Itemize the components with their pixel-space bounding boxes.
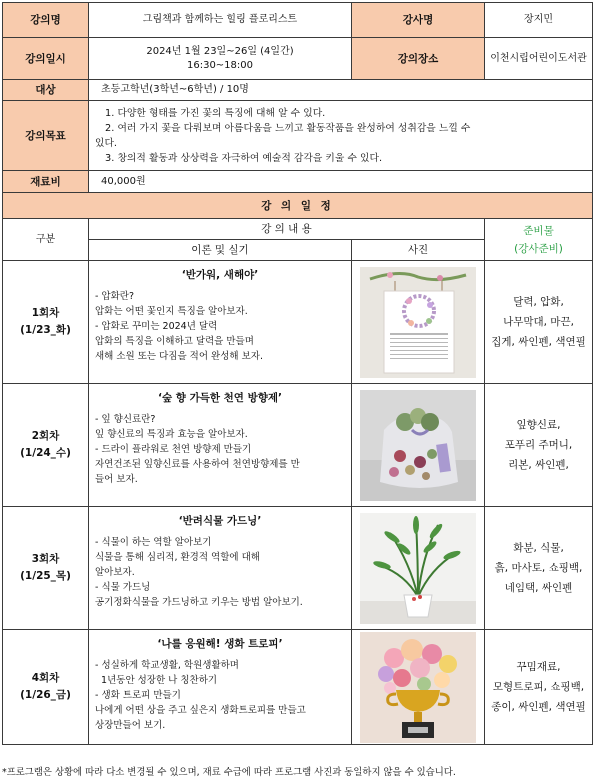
- potpourri-sachet-photo: [360, 390, 476, 501]
- goal-item: 2. 여러 가지 꽃을 다뤄보며 아름다움을 느끼고 활동작품을 완성하여 성취감을 느낄 수: [105, 122, 471, 134]
- session-title: ‘숲 향 가득한 천연 방향제’: [157, 392, 283, 404]
- goal-item: 있다.: [95, 137, 118, 149]
- place-value: 이천시립어린이도서관: [485, 38, 593, 80]
- session-line: 들어 보자.: [95, 474, 138, 485]
- material-line: 잎향신료,: [516, 419, 561, 431]
- session-day: [3, 630, 89, 745]
- instructor-value: 장지민: [485, 3, 593, 38]
- session-line: - 압화로 꾸미는 2024년 달력: [95, 321, 218, 332]
- place-label: 강의장소: [352, 38, 485, 80]
- session-line: - 성실하게 학교생활, 학원생활하며: [95, 660, 239, 671]
- session-number: 3회차: [31, 553, 60, 565]
- date-value: [89, 38, 352, 80]
- material-line: 흙, 마사토, 쇼핑백,: [494, 562, 583, 574]
- session-materials: [485, 507, 593, 630]
- title-label: 강의명: [3, 3, 89, 38]
- goal-label: 강의목표: [3, 101, 89, 171]
- session-day: [3, 261, 89, 384]
- session-line: 공기정화식물을 가드닝하고 키우는 방법 알아보기.: [95, 597, 303, 608]
- material-line: 리본, 싸인펜,: [508, 459, 569, 471]
- session-photo: [352, 507, 485, 630]
- material-line: 집게, 싸인펜, 색연필: [491, 336, 586, 348]
- goal-item: 3. 창의적 활동과 상상력을 자극하여 예술적 감각을 키울 수 있다.: [105, 152, 383, 164]
- session-line: 식물을 통해 심리적, 환경적 역할에 대해: [95, 552, 260, 563]
- session-day: [3, 507, 89, 630]
- date-label: 강의일시: [3, 38, 89, 80]
- session-date: (1/24_수): [20, 447, 71, 459]
- materials-header: [485, 219, 593, 261]
- division-header: 구분: [3, 219, 89, 261]
- schedule-section-title: 강 의 일 정: [3, 193, 593, 219]
- title-value: 그림책과 함께하는 힐링 플로리스트: [89, 3, 352, 38]
- session-title: ‘반려식물 가드닝’: [178, 515, 262, 527]
- session-date: (1/25_목): [20, 570, 71, 582]
- session-content: [89, 507, 352, 630]
- theory-header: 이론 및 실기: [89, 240, 352, 261]
- flower-trophy-photo: [360, 632, 476, 743]
- potted-palm-plant-photo: [360, 513, 476, 624]
- session-line: - 생화 트로피 만들기: [95, 690, 181, 701]
- target-label: 대상: [3, 80, 89, 101]
- goal-item: 1. 다양한 형태를 가진 꽃의 특징에 대해 알 수 있다.: [105, 107, 326, 119]
- fee-value: 40,000원: [89, 171, 593, 193]
- session-number: 2회차: [31, 430, 60, 442]
- materials-header-line-1: 준비물: [523, 224, 554, 237]
- material-line: 네임택, 싸인펜: [504, 582, 573, 594]
- instructor-label: 강사명: [352, 3, 485, 38]
- session-line: - 식물이 하는 역할 알아보기: [95, 537, 212, 548]
- session-title: ‘반가워, 새해야’: [181, 269, 259, 281]
- session-photo: [352, 384, 485, 507]
- session-materials: [485, 261, 593, 384]
- session-line: - 식물 가드닝: [95, 582, 151, 593]
- session-content: [89, 261, 352, 384]
- session-content: [89, 384, 352, 507]
- material-line: 나무막대, 마끈,: [503, 316, 574, 328]
- session-line: 새해 소원 또는 다짐을 적어 완성해 보자.: [95, 351, 263, 362]
- content-header: 강 의 내 용: [89, 219, 485, 240]
- session-date: (1/26_금): [20, 689, 71, 701]
- material-line: 화분, 식물,: [513, 542, 564, 554]
- session-line: - 드라이 플라워로 천연 방향제 만들기: [95, 444, 252, 455]
- fee-label: 재료비: [3, 171, 89, 193]
- pressed-flower-calendar-photo: [360, 267, 476, 378]
- material-line: 종이, 싸인펜, 색연필: [491, 701, 586, 713]
- lecture-plan-table: [2, 2, 593, 745]
- date-line-2: 16:30~18:00: [186, 59, 253, 71]
- material-line: 모형트로피, 쇼핑백,: [492, 681, 585, 693]
- session-day: [3, 384, 89, 507]
- photo-header: 사진: [352, 240, 485, 261]
- session-line: 나에게 어떤 상을 주고 싶은지 생화트로피를 만들고: [95, 705, 306, 716]
- session-materials: [485, 630, 593, 745]
- session-line: 잎 향신료의 특징과 효능을 알아보자.: [95, 429, 248, 440]
- session-line: 자연건조된 잎향신료를 사용하여 천연방향제를 만: [95, 459, 300, 470]
- material-line: 달력, 압화,: [513, 296, 564, 308]
- target-value: 초등고학년(3학년~6학년) / 10명: [89, 80, 593, 101]
- materials-header-line-2: (강사준비): [514, 242, 563, 255]
- session-line: 압화는 어떤 꽃인지 특징을 알아보자.: [95, 306, 248, 317]
- date-line-1: 2024년 1월 23일~26일 (4일간): [146, 45, 294, 57]
- goal-list: [89, 101, 593, 171]
- session-line: 알아보자.: [95, 567, 135, 578]
- session-line: - 압화란?: [95, 291, 135, 302]
- material-line: 꾸밈재료,: [516, 661, 561, 673]
- session-number: 4회차: [31, 672, 60, 684]
- session-photo: [352, 630, 485, 745]
- session-title: ‘나를 응원해! 생화 트로피’: [157, 638, 283, 650]
- session-line: 압화의 특징을 이해하고 달력을 만들며: [95, 336, 254, 347]
- session-date: (1/23_화): [20, 324, 71, 336]
- session-line: 1년동안 성장한 나 칭찬하기: [95, 675, 218, 686]
- session-line: 상장만들어 보기.: [95, 720, 166, 731]
- material-line: 포푸리 주머니,: [504, 439, 573, 451]
- session-content: [89, 630, 352, 745]
- session-number: 1회차: [31, 307, 60, 319]
- session-line: - 잎 향신료란?: [95, 414, 156, 425]
- session-photo: [352, 261, 485, 384]
- footnote: *프로그램은 상황에 따라 다소 변경될 수 있으며, 재료 수급에 따라 프로그램 사진과 동일하지 않을 수 있습니다.: [2, 767, 456, 778]
- session-materials: [485, 384, 593, 507]
